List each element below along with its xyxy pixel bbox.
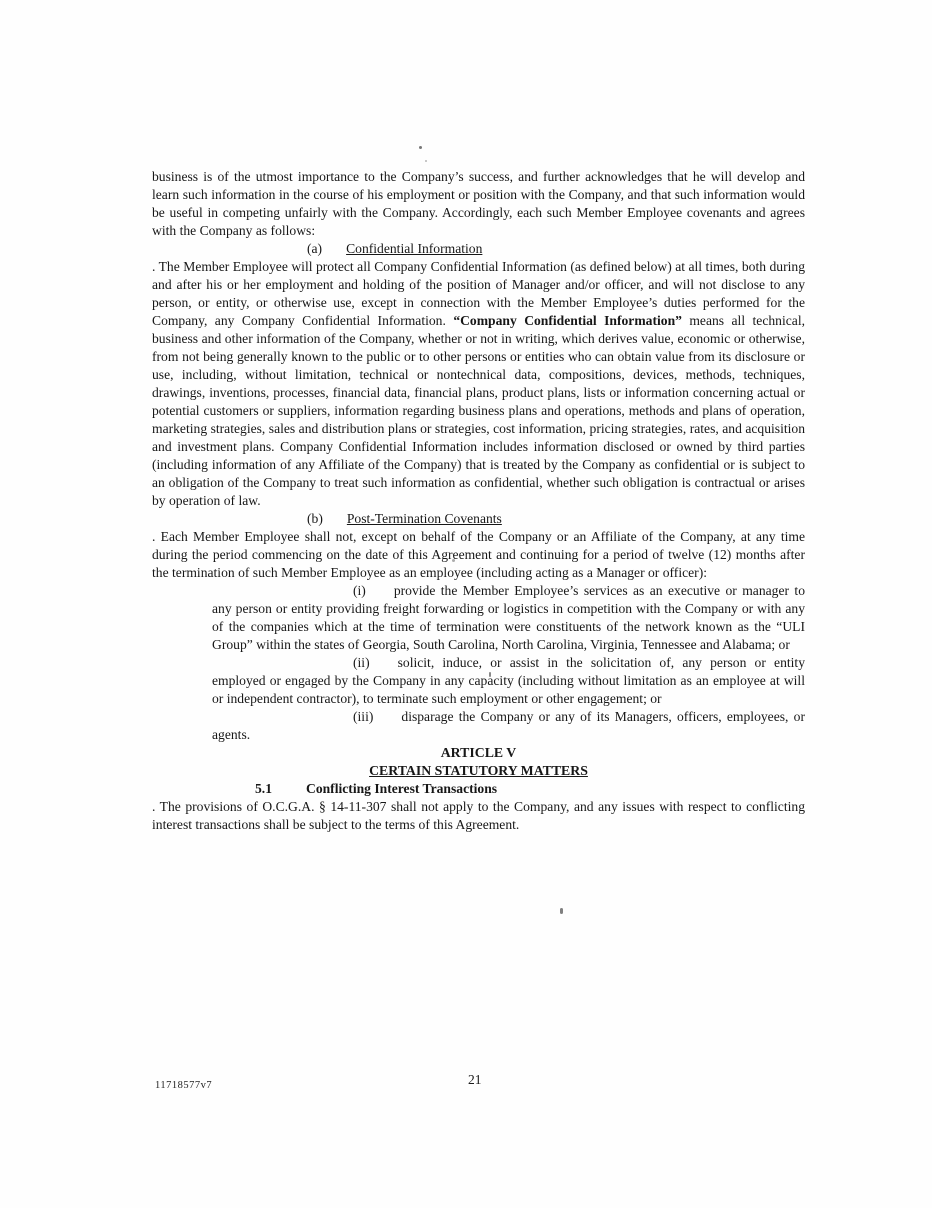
scan-speck bbox=[419, 146, 422, 149]
paragraph-confidential-information bbox=[152, 258, 805, 510]
list-item-label: (ii) bbox=[353, 655, 370, 670]
list-item-text: disparage the Company or any of its Managers, officers, employees, or agents. bbox=[212, 709, 805, 742]
article-heading: ARTICLE V bbox=[440, 745, 517, 760]
paragraph-continuation: business is of the utmost importance to the Company’s success, and further acknowledges that he will develop and learn such information in the course of his employment or position with the Company, and that such information would be useful in competing unfairly with the Company. Accordingly, each such Member Employee covenants and agrees with the Company as follows: bbox=[152, 169, 805, 238]
subsection-label: (b) bbox=[307, 511, 323, 526]
paragraph-text: means all technical, business and other information of the Company, whether or not in writing, which derives value, economic or otherwise, from not being generally known to the public or to other persons or entities who can obtain value from its disclosure or use, including, without limitation, technical or nontechnical data, compositions, devices, methods, techniques, drawings, inventions, processes, financial data, financial plans, product plans, lists or information concerning actual or potential customers or suppliers, information regarding business plans and operations, methods and plans of operation, marketing strategies, sales and distribution plans or strategies, cost information, pricing strategies, rates, and acquisition and investment plans. Company Confidential Information includes information disclosed or owned by third parties (including information of any Affiliate of the Company) that is treated by the Company as confidential or is subject to an obligation of the Company to treat such information as confidential, whether such obligation is contractual or arises by operation of law. bbox=[152, 313, 805, 508]
document-body bbox=[152, 168, 805, 834]
subsection-title: Post-Termination Covenants bbox=[346, 511, 502, 526]
section-number: 5.1 bbox=[255, 781, 272, 796]
paragraph-text: . The Member Employee will protect all Company Confidential Information (as defined below) at all times, both during and after his or her employment and holding of the position of Manager and/or officer, and will not disclose to any person, or entity, or otherwise use, except in connection with the Member Employee’s duties performed for the Company, any Company Confidential Information. bbox=[152, 259, 805, 328]
list-item-label: (iii) bbox=[353, 709, 374, 724]
defined-term-bold: “Company Confidential Information” bbox=[453, 313, 682, 328]
list-item-text: provide the Member Employee’s services as an executive or manager to any person or entity providing freight forwarding or logistics in competition with the Company or with any of the companies which at the time of termination were constituents of the network known as the “ULI Group” within the states of Georgia, South Carolina, North Carolina, Virginia, Tennessee and Alabama; or bbox=[212, 583, 805, 652]
subsection-heading-a bbox=[307, 240, 805, 258]
list-item-text: solicit, induce, or assist in the solicitation of, any person or entity employed or engaged by the Company in any capacity (including without limitation as an employee at will or independent contractor), to terminate such employment or other engagement; or bbox=[212, 655, 805, 706]
section-heading-5-1 bbox=[255, 780, 805, 798]
page-number: 21 bbox=[468, 1072, 482, 1087]
list-item-i bbox=[212, 582, 805, 654]
list-item-label: (i) bbox=[353, 583, 366, 598]
list-item-iii bbox=[212, 708, 805, 744]
subsection-label: (a) bbox=[307, 241, 323, 256]
scan-speck bbox=[560, 908, 563, 914]
subsection-title: Confidential Information bbox=[346, 241, 483, 256]
paragraph-statutory: . The provisions of O.C.G.A. § 14-11-307 shall not apply to the Company, and any issues with respect to conflicting interest transactions shall be subject to the terms of this Agreement. bbox=[152, 799, 805, 832]
scan-speck bbox=[425, 160, 427, 162]
document-control-number: 11718577v7 bbox=[155, 1080, 213, 1091]
section-title: Conflicting Interest Transactions bbox=[306, 781, 498, 796]
list-item-ii bbox=[212, 654, 805, 708]
article-subtitle: CERTAIN STATUTORY MATTERS bbox=[369, 763, 588, 778]
paragraph-post-termination: . Each Member Employee shall not, except on behalf of the Company or an Affiliate of the Company, at any time during the period commencing on the date of this Agreement and continuing for a period of twelve (12) months after the termination of such Member Employee as an employee (including acting as a Manager or officer): bbox=[152, 529, 805, 580]
subsection-heading-b bbox=[307, 510, 805, 528]
